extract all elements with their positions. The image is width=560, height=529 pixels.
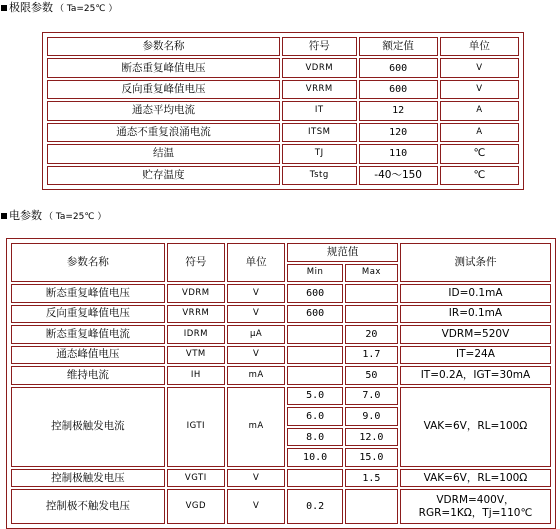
header-cell: 单位 [227, 243, 285, 282]
header-cell: 参数名称 [11, 243, 165, 282]
param-min [287, 346, 343, 365]
param-symbol: TJ [282, 144, 357, 163]
param-symbol: VRRM [167, 305, 225, 324]
section-title: 极限参数 [9, 1, 53, 14]
param-min: 600 [287, 305, 343, 324]
table-row [47, 58, 519, 77]
square-bullet-icon [1, 213, 7, 219]
electrical-table [9, 241, 553, 526]
table-row [47, 123, 519, 142]
param-symbol: ITSM [282, 123, 357, 142]
param-min: 600 [287, 284, 343, 303]
table-row [47, 101, 519, 120]
header-cell-max: Max [345, 264, 398, 283]
param-symbol: IH [167, 366, 225, 385]
param-condition [400, 489, 551, 524]
param-name: 结温 [47, 144, 280, 163]
header-cell-min: Min [287, 264, 343, 283]
section-heading-limits [0, 0, 117, 16]
param-symbol: VGD [167, 489, 225, 524]
param-value: 120 [359, 123, 438, 142]
param-name: 反向重复峰值电压 [47, 80, 280, 99]
table-header-row [47, 37, 519, 56]
param-value: -40～150 [359, 166, 438, 185]
param-unit: mA [227, 387, 285, 467]
param-symbol: Tstg [282, 166, 357, 185]
param-name: 通态平均电流 [47, 101, 280, 120]
param-name: 贮存温度 [47, 166, 280, 185]
header-cell: 参数名称 [47, 37, 280, 56]
param-condition: IT=0.2A，IGT=30mA [400, 366, 551, 385]
param-symbol: VDRM [282, 58, 357, 77]
param-name: 断态重复峰值电流 [11, 325, 165, 344]
param-symbol: VDRM [167, 284, 225, 303]
param-condition: ID=0.1mA [400, 284, 551, 303]
table-row [11, 346, 551, 365]
param-max [345, 305, 398, 324]
param-symbol: VRRM [282, 80, 357, 99]
param-max: 7.0 [345, 387, 398, 406]
param-max: 50 [345, 366, 398, 385]
param-condition: IT=24A [400, 346, 551, 365]
param-unit: A [440, 123, 519, 142]
header-cell: 额定值 [359, 37, 438, 56]
param-symbol: IGTI [167, 387, 225, 467]
header-cell: 规范值 [287, 243, 398, 262]
param-min [287, 469, 343, 488]
param-max: 1.7 [345, 346, 398, 365]
param-name: 通态不重复浪涌电流 [47, 123, 280, 142]
param-condition: VAK=6V，RL=100Ω [400, 387, 551, 467]
param-min [287, 366, 343, 385]
param-max: 9.0 [345, 407, 398, 426]
table-row [47, 80, 519, 99]
table-row [47, 166, 519, 185]
param-condition: VDRM=520V [400, 325, 551, 344]
param-symbol: IT [282, 101, 357, 120]
table-row [47, 144, 519, 163]
header-cell: 符号 [167, 243, 225, 282]
param-value: 110 [359, 144, 438, 163]
section-title: 电参数 [9, 209, 42, 222]
param-unit: V [440, 80, 519, 99]
param-unit: V [227, 346, 285, 365]
header-cell: 单位 [440, 37, 519, 56]
param-name: 断态重复峰值电压 [47, 58, 280, 77]
table-row [11, 489, 551, 524]
limits-table [45, 35, 521, 187]
param-symbol: VTM [167, 346, 225, 365]
param-max: 20 [345, 325, 398, 344]
param-min [287, 325, 343, 344]
param-unit: V [227, 469, 285, 488]
square-bullet-icon [1, 5, 7, 11]
param-min: 0.2 [287, 489, 343, 524]
condition-line: VDRM=400V， [436, 493, 515, 506]
param-unit: ℃ [440, 166, 519, 185]
param-max: 1.5 [345, 469, 398, 488]
param-max [345, 489, 398, 524]
param-unit: V [227, 284, 285, 303]
param-unit: mA [227, 366, 285, 385]
param-name: 控制极触发电流 [11, 387, 165, 467]
table-row [11, 387, 551, 406]
param-min: 8.0 [287, 428, 343, 447]
param-unit: μA [227, 325, 285, 344]
param-min: 10.0 [287, 448, 343, 467]
table-row [11, 469, 551, 488]
param-value: 600 [359, 80, 438, 99]
param-name: 控制极触发电压 [11, 469, 165, 488]
header-cell: 测试条件 [400, 243, 551, 282]
param-name: 通态峰值电压 [11, 346, 165, 365]
param-name: 控制极不触发电压 [11, 489, 165, 524]
section-condition: （ Ta=25℃ ） [55, 4, 118, 14]
section-heading-electrical [0, 208, 106, 224]
param-name: 反向重复峰值电压 [11, 305, 165, 324]
param-name: 断态重复峰值电压 [11, 284, 165, 303]
param-condition: IR=0.1mA [400, 305, 551, 324]
condition-line: RGR=1KΩ，Tj=110℃ [418, 506, 533, 519]
limits-table-frame [42, 32, 524, 190]
param-unit: ℃ [440, 144, 519, 163]
table-header-row [11, 243, 551, 262]
param-symbol: VGTI [167, 469, 225, 488]
section-condition: （ Ta=25℃ ） [44, 212, 107, 222]
header-cell: 符号 [282, 37, 357, 56]
param-unit: V [440, 58, 519, 77]
param-name: 维持电流 [11, 366, 165, 385]
param-symbol: IDRM [167, 325, 225, 344]
param-min: 6.0 [287, 407, 343, 426]
table-row [11, 325, 551, 344]
param-unit: V [227, 489, 285, 524]
param-unit: V [227, 305, 285, 324]
param-max: 12.0 [345, 428, 398, 447]
param-condition: VAK=6V，RL=100Ω [400, 469, 551, 488]
param-max: 15.0 [345, 448, 398, 467]
table-row [11, 305, 551, 324]
param-value: 12 [359, 101, 438, 120]
param-value: 600 [359, 58, 438, 77]
table-row [11, 284, 551, 303]
table-row [11, 366, 551, 385]
param-unit: A [440, 101, 519, 120]
electrical-table-frame [6, 238, 556, 529]
param-max [345, 284, 398, 303]
param-min: 5.0 [287, 387, 343, 406]
